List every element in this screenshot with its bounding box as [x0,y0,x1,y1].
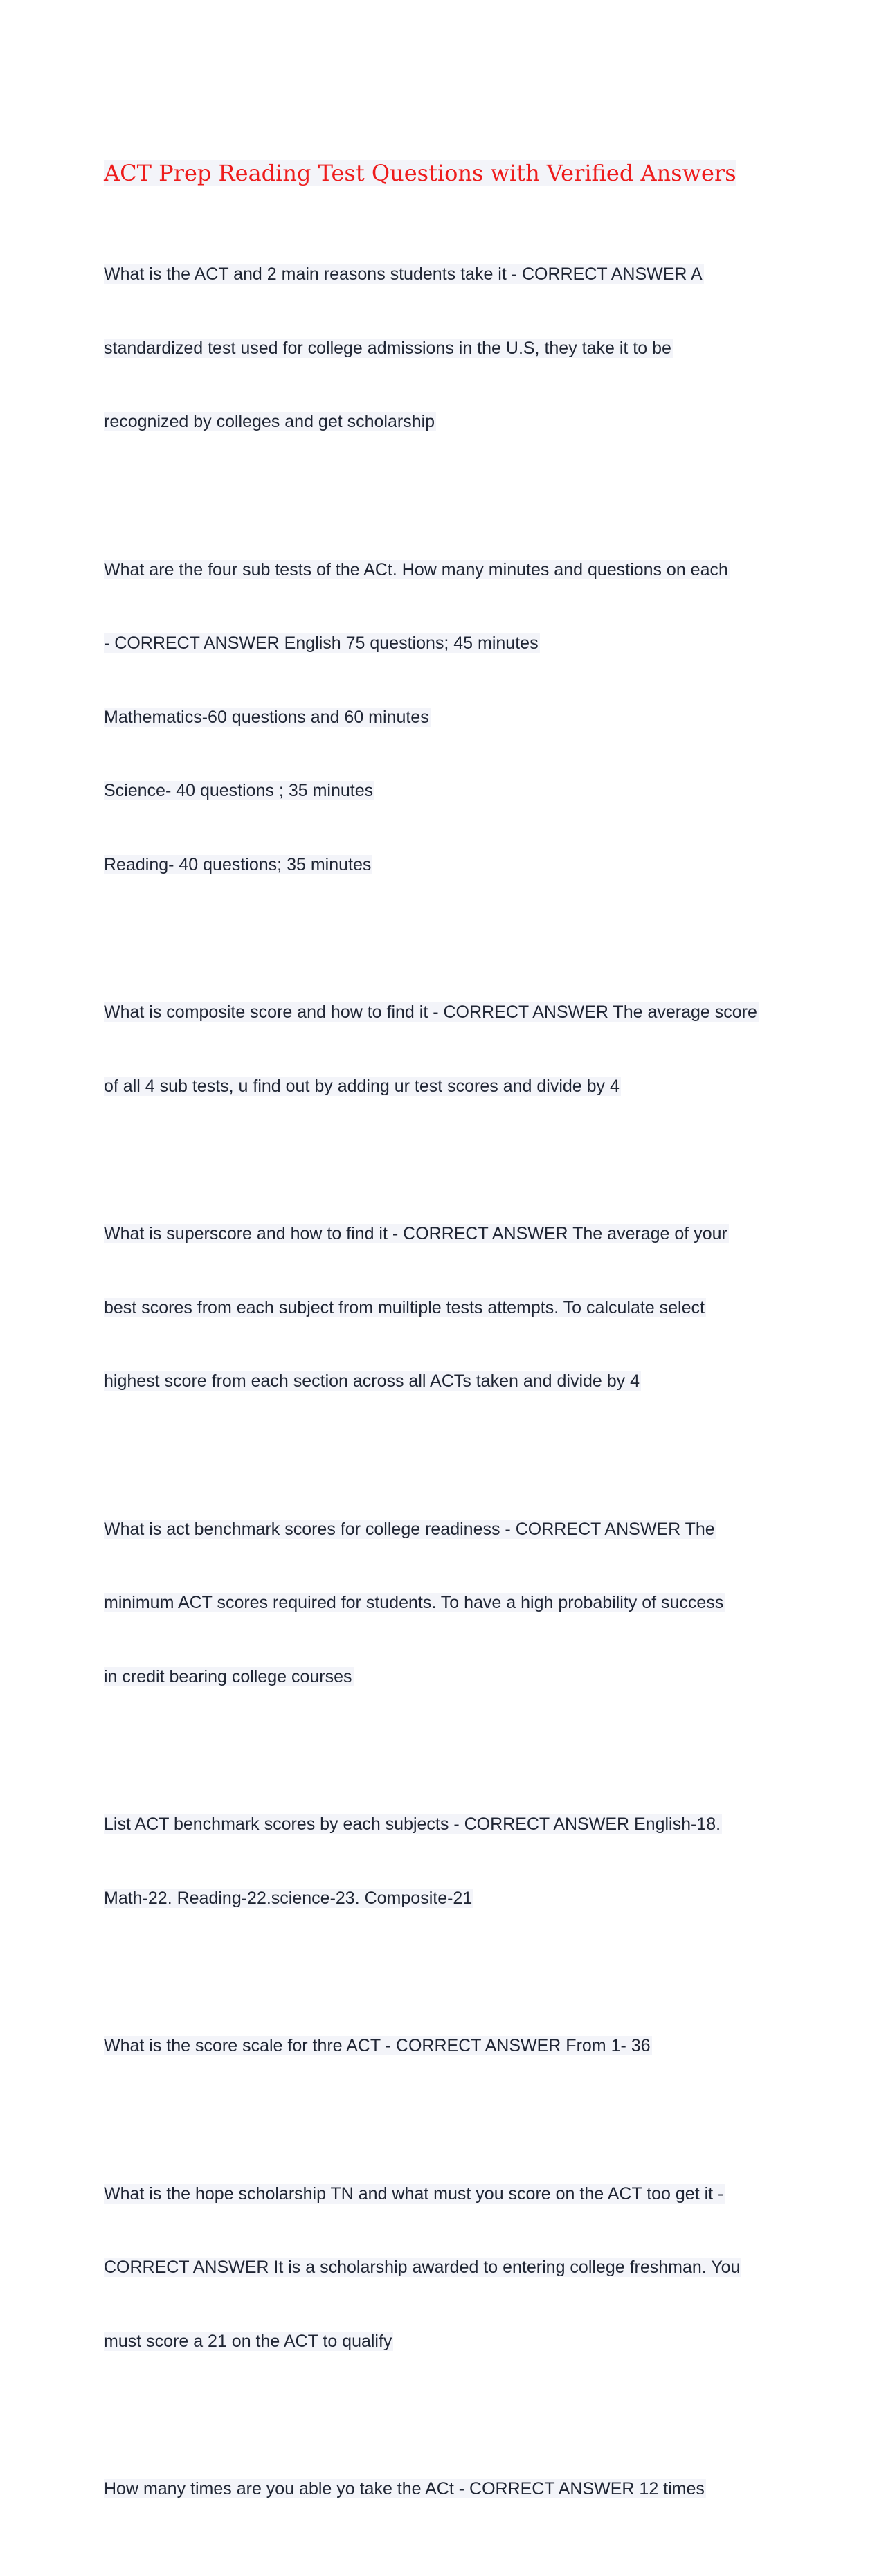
qa-line: of all 4 sub tests, u find out by adding ur test scores and divide by 4 [104,1076,620,1096]
qa-block-7 [104,1985,782,2108]
qa-line: What is composite score and how to find it - CORRECT ANSWER The average score [104,1002,757,1022]
qa-line: in credit bearing college courses [104,1666,352,1686]
qa-block-2 [104,509,782,927]
qa-line: must score a 21 on the ACT to qualify [104,2331,392,2351]
qa-line: best scores from each subject from muiltiple tests attempts. To calculate select [104,1297,705,1317]
qa-line: What is act benchmark scores for college readiness - CORRECT ANSWER The [104,1519,715,1539]
qa-block-6 [104,1763,782,1960]
document-content [104,158,782,2576]
qa-line: What is superscore and how to find it - CORRECT ANSWER The average of your [104,1224,727,1243]
qa-line: recognized by colleges and get scholarship [104,412,435,431]
qa-line: - CORRECT ANSWER English 75 questions; 45 minutes [104,633,539,653]
qa-block-5 [104,1468,782,1739]
qa-line: How many times are you able yo take the ACt - CORRECT ANSWER 12 times [104,2479,705,2498]
qa-line: What are the four sub tests of the ACt. How many minutes and questions on each [104,559,728,579]
document-title-text: ACT Prep Reading Test Questions with Verified Answers [104,160,736,186]
qa-line: What is the score scale for thre ACT - CORRECT ANSWER From 1- 36 [104,2036,651,2055]
qa-block-4 [104,1173,782,1443]
qa-line: Science- 40 questions ; 35 minutes [104,781,374,800]
qa-line: List ACT benchmark scores by each subjects - CORRECT ANSWER English-18. [104,1814,721,1834]
qa-line: standardized test used for college admissions in the U.S, they take it to be [104,338,671,358]
qa-line: What is the ACT and 2 main reasons students take it - CORRECT ANSWER A [104,264,703,284]
qa-line: What is the hope scholarship TN and what must you score on the ACT too get it - [104,2183,724,2204]
qa-line: CORRECT ANSWER It is a scholarship awarded to entering college freshman. You [104,2258,741,2277]
qa-block-8 [104,2133,782,2404]
qa-block-1 [104,213,782,484]
qa-line: Reading- 40 questions; 35 minutes [104,854,372,874]
qa-line: highest score from each section across all ACTs taken and divide by 4 [104,1371,640,1391]
qa-line: Mathematics-60 questions and 60 minutes [104,707,429,727]
qa-line: Math-22. Reading-22.science-23. Composite-21 [104,1888,473,1908]
qa-line: minimum ACT scores required for students. To have a high probability of success [104,1593,724,1612]
qa-block-3 [104,951,782,1148]
document-title [104,158,782,188]
qa-block-9 [104,2428,782,2551]
